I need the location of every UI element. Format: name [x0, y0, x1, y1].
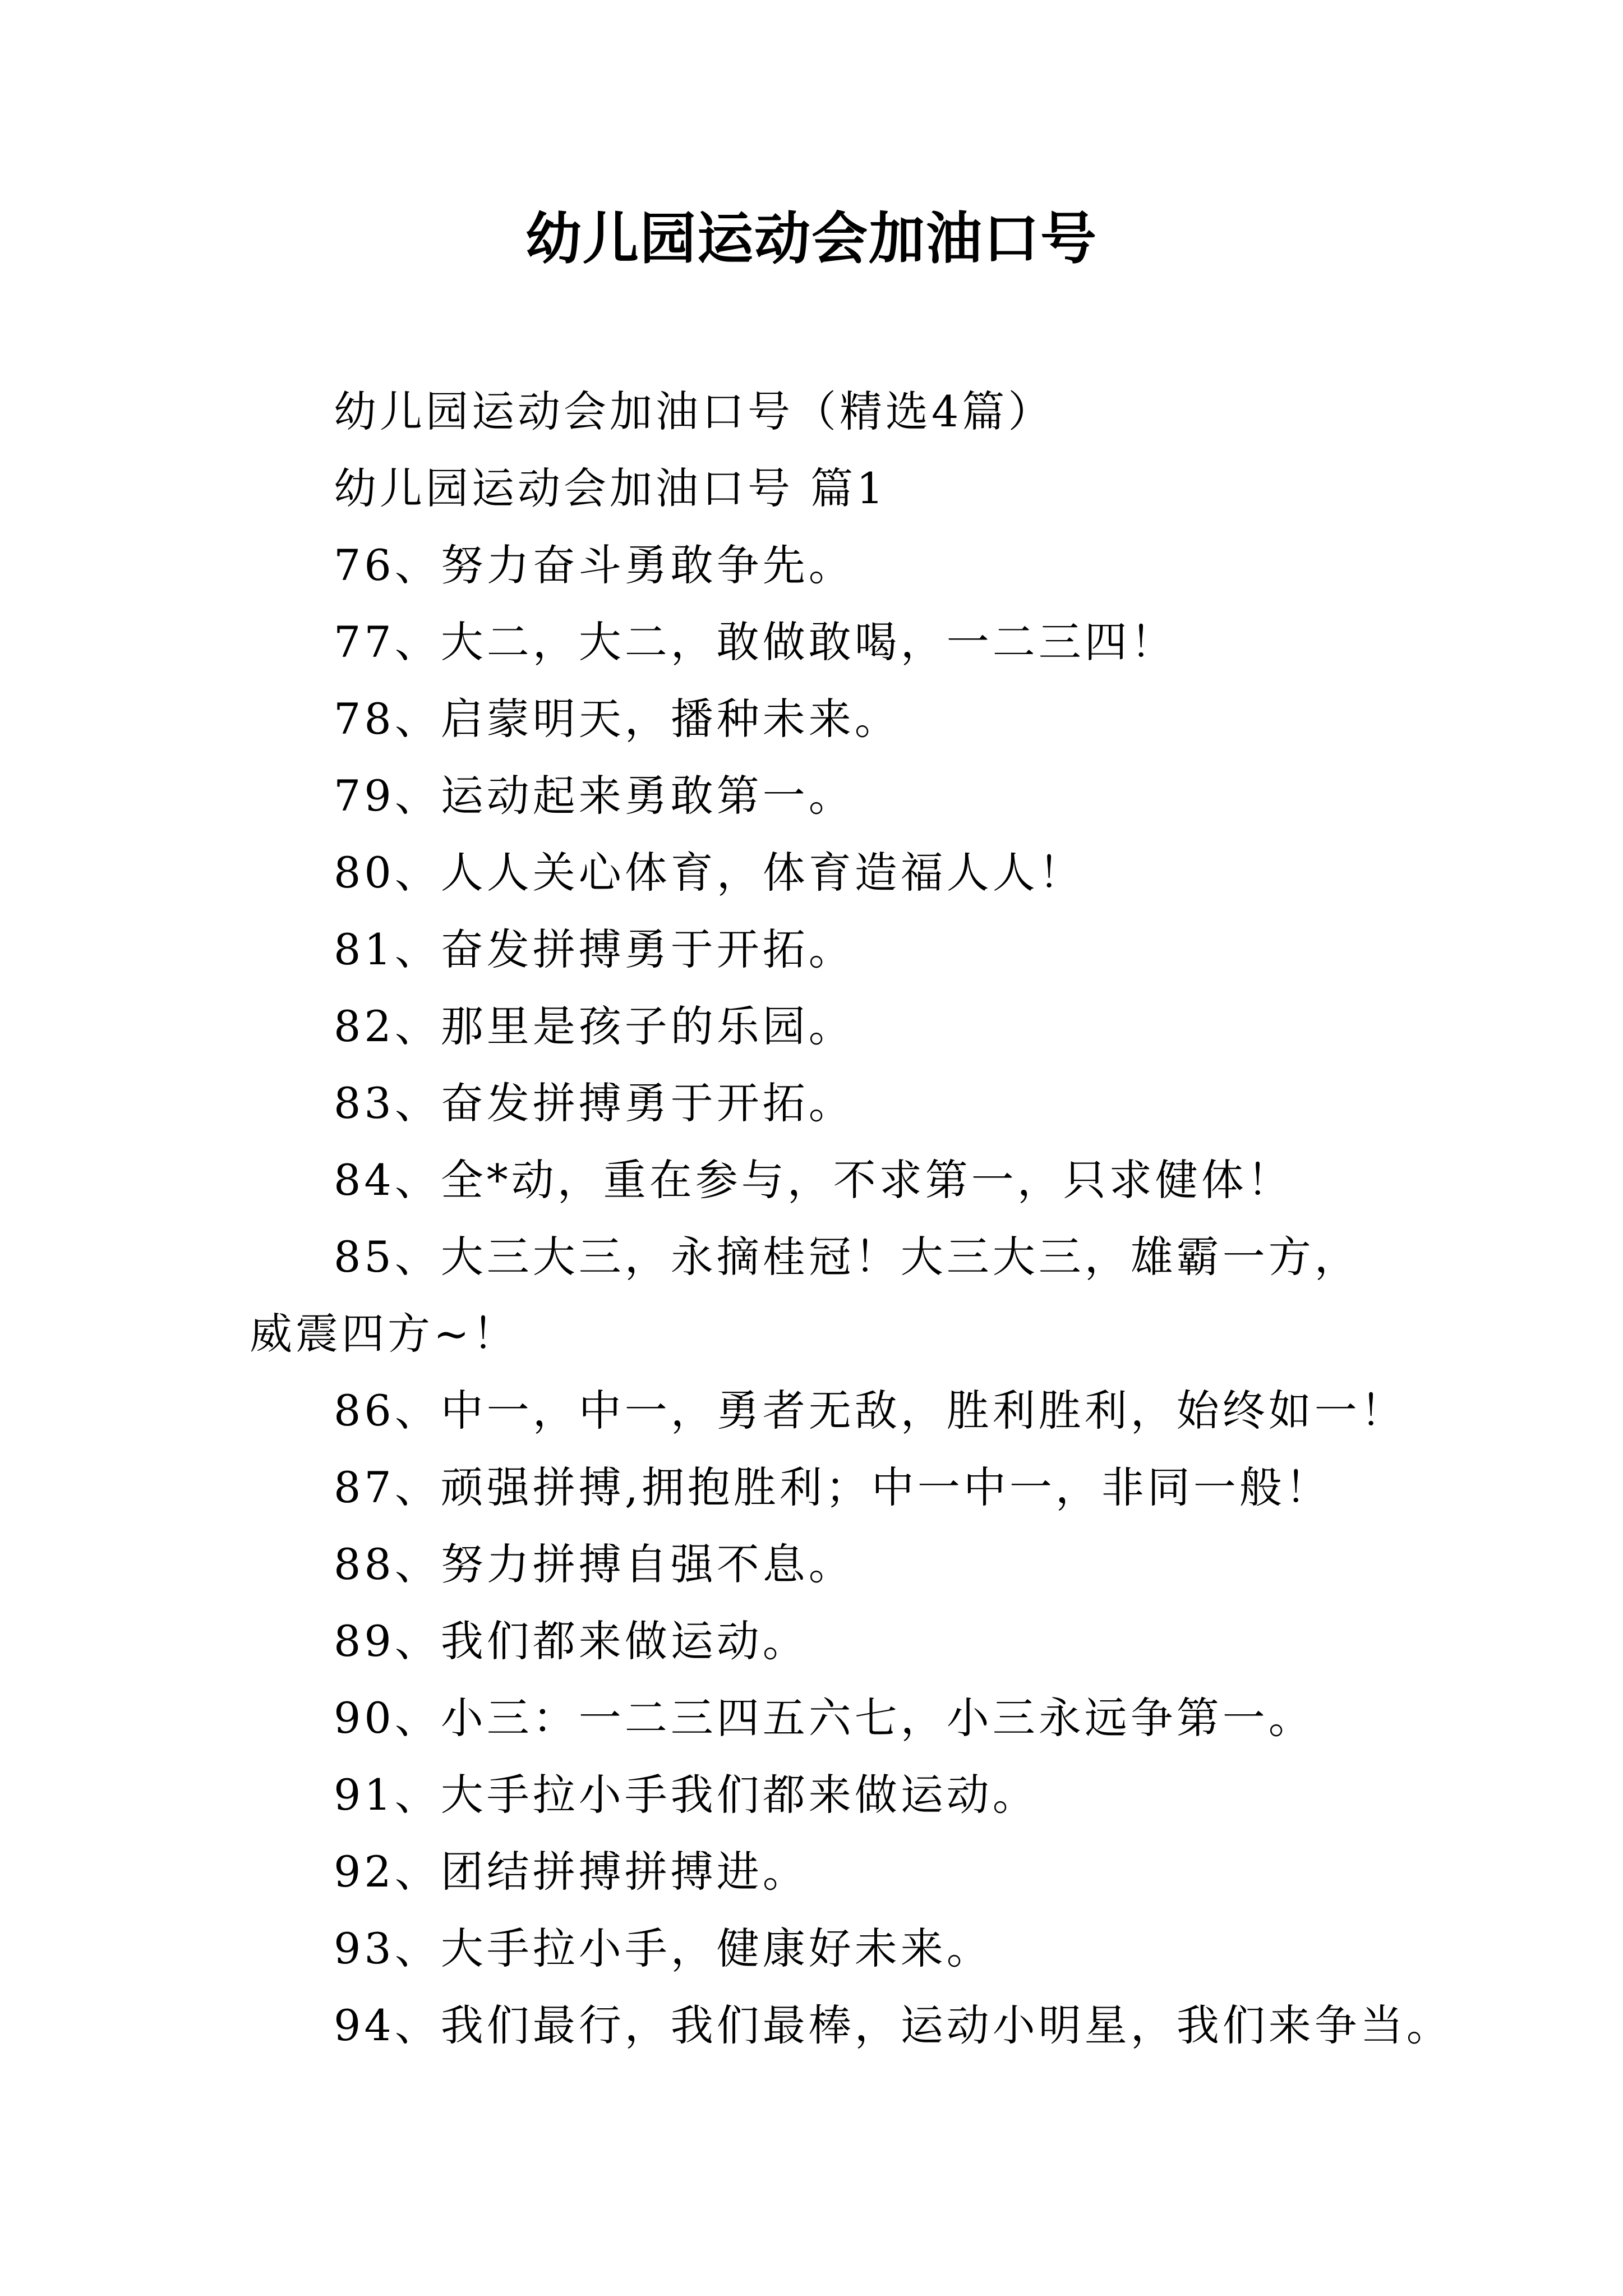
slogan-line: 86、中一，中一，勇者无敌，胜利胜利，始终如一！ [334, 1386, 1407, 1435]
slogan-line: 78、启蒙明天，播种未来。 [334, 694, 901, 744]
slogan-line: 76、努力奋斗勇敢争先。 [334, 540, 855, 590]
slogan-line: 92、团结拼搏拼搏进。 [334, 1847, 809, 1897]
slogan-line: 77、大二，大二，敢做敢喝，一二三四！ [334, 617, 1177, 667]
slogan-line: 90、小三：一二三四五六七，小三永远争第一。 [334, 1693, 1315, 1743]
slogan-line: 80、人人关心体育，体育造福人人！ [334, 848, 1085, 898]
slogan-line: 91、大手拉小手我们都来做运动。 [334, 1770, 1039, 1820]
slogan-line: 81、奋发拼搏勇于开拓。 [334, 924, 855, 974]
slogan-line: 94、我们最行，我们最棒，运动小明星，我们来争当。 [334, 2000, 1453, 2050]
subtitle-paragraph: 幼儿园运动会加油口号（精选4篇） [334, 386, 1054, 436]
slogan-line: 83、奋发拼搏勇于开拓。 [334, 1078, 855, 1128]
slogan-line: 93、大手拉小手，健康好未来。 [334, 1924, 993, 1973]
slogan-line: 88、努力拼搏自强不息。 [334, 1539, 855, 1589]
slogan-line: 79、运动起来勇敢第一。 [334, 771, 855, 821]
slogan-line: 89、我们都来做运动。 [334, 1616, 809, 1666]
slogan-line: 85、大三大三，永摘桂冠！大三大三，雄霸一方，威震四方~！ [250, 1232, 1361, 1359]
slogan-line: 82、那里是孩子的乐园。 [334, 1001, 855, 1051]
document-title: 幼儿园运动会加油口号 [525, 205, 1098, 272]
document-body [250, 373, 1453, 2064]
slogan-line: 84、全*动，重在参与，不求第一，只求健体！ [334, 1155, 1293, 1205]
slogan-line: 87、顽强拼搏,拥抱胜利；中一中一，非同一般！ [334, 1462, 1331, 1512]
section-heading: 幼儿园运动会加油口号 篇1 [334, 463, 887, 513]
